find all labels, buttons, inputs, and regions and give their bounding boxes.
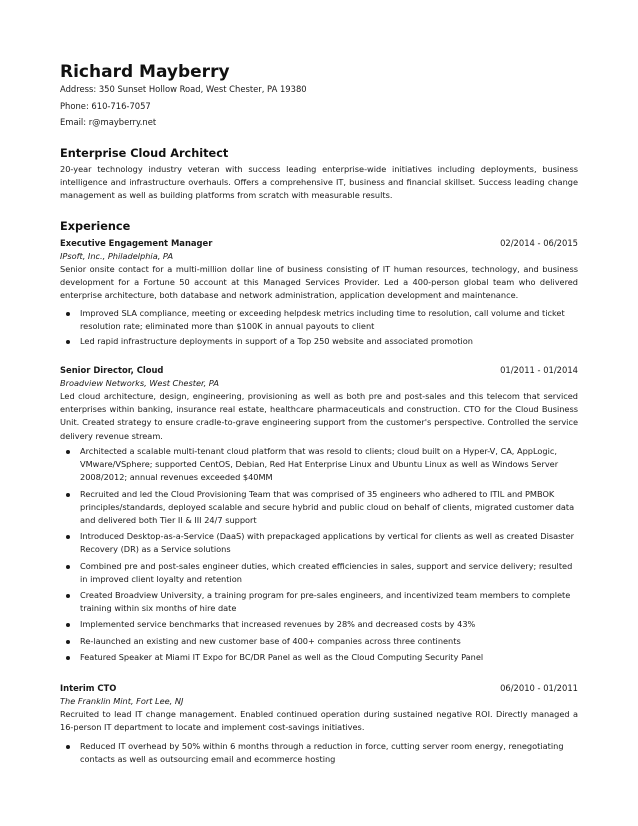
job-company: Broadview Networks, West Chester, PA — [60, 378, 219, 388]
contact-address: Address: 350 Sunset Hollow Road, West Chester, PA 19380 — [60, 84, 307, 94]
job-title: Senior Director, Cloud — [60, 365, 164, 375]
list-item: Introduced Desktop-as-a-Service (DaaS) with prepackaged applications by vertical for clients as well as created Disaster Recovery (DR) as a Service solutions — [60, 530, 578, 556]
list-item: Combined pre and post-sales engineer duties, which created efficiencies in sales, support and service delivery; resulted in improved client loyalty and retention — [60, 560, 578, 586]
list-item: Featured Speaker at Miami IT Expo for BC/DR Panel as well as the Cloud Computing Security Panel — [60, 651, 578, 664]
job-dates: 02/2014 - 06/2015 — [500, 238, 578, 248]
bullet-icon — [66, 340, 70, 344]
job-bullets — [60, 740, 578, 766]
job-description: Led cloud architecture, design, engineering, provisioning as well as both pre and post-sales and this telecom that serviced enterprises within banking, insurance real estate, healthcare pharmaceuticals and construction. CTO for the Cloud Business Unit. Created strategy to ensure cradle-to-grave engineering support from the customer's perspective. Controlled the service delivery revenue stream. — [60, 391, 578, 441]
job-title: Interim CTO — [60, 683, 117, 693]
candidate-name: Richard Mayberry — [60, 62, 230, 82]
job-dates: 01/2011 - 01/2014 — [500, 365, 578, 375]
bullet-icon — [66, 450, 70, 454]
list-item: Led rapid infrastructure deployments in support of a Top 250 website and associated promotion — [60, 335, 578, 348]
bullet-icon — [66, 594, 70, 598]
contact-phone: Phone: 610-716-7057 — [60, 101, 151, 111]
bullet-icon — [66, 656, 70, 660]
job-description: Senior onsite contact for a multi-million dollar line of business consisting of IT human resources, technology, and business development for a Fortune 50 account at this Managed Services Provider. Led a 400-person global team who delivered enterprise architecture, both database and network administration, application development and maintenance. — [60, 264, 578, 301]
bullet-icon — [66, 312, 70, 316]
summary-text: 20-year technology industry veteran with success leading enterprise-wide initiatives including deployments, business intelligence and infrastructure overhauls. Offers a comprehensive IT, business and financial skillset. Success leading change management as well as building platforms from scratch with measurable results. — [60, 164, 578, 201]
job-description: Recruited to lead IT change management. Enabled continued operation during sustained negative ROI. Directly managed a 16-person IT department to locate and implement cost-savings initiatives. — [60, 709, 578, 733]
list-item: Implemented service benchmarks that increased revenues by 28% and decreased costs by 43% — [60, 618, 578, 631]
job-dates: 06/2010 - 01/2011 — [500, 683, 578, 693]
list-item: Reduced IT overhead by 50% within 6 months through a reduction in force, cutting server room energy, renegotiating contacts as well as outsourcing email and ecommerce hosting — [60, 740, 578, 766]
bullet-icon — [66, 535, 70, 539]
list-item: Re-launched an existing and new customer base of 400+ companies across three continents — [60, 635, 578, 648]
contact-email: Email: r@mayberry.net — [60, 117, 157, 127]
list-item: Improved SLA compliance, meeting or exceeding helpdesk metrics including time to resolution, call volume and ticket resolution rate; eliminated more than $100K in annual payouts to client — [60, 307, 578, 333]
list-item: Created Broadview University, a training program for pre-sales engineers, and incentivized team members to complete training within six months of hire date — [60, 589, 578, 615]
bullet-icon — [66, 623, 70, 627]
job-bullets — [60, 445, 578, 664]
job-title: Executive Engagement Manager — [60, 238, 213, 248]
list-item: Architected a scalable multi-tenant cloud platform that was resold to clients; cloud built on a Hyper-V, CA, AppLogic, VMware/VSphere; supported CentOS, Debian, Red Hat Enterprise Linux and Ubuntu Linux as well as Windows Server 2008/2012; annual revenues exceeded $40MM — [60, 445, 578, 485]
job-company: IPsoft, Inc., Philadelphia, PA — [60, 251, 174, 261]
bullet-icon — [66, 493, 70, 497]
bullet-icon — [66, 640, 70, 644]
list-item: Recruited and led the Cloud Provisioning Team that was comprised of 35 engineers who adhered to ITIL and PMBOK principles/standards, deployed scalable and secure hybrid and public cloud on behalf of clients, migrated customer data and delivered both Tier II & III 24/7 support — [60, 488, 578, 528]
bullet-icon — [66, 565, 70, 569]
summary-heading: Enterprise Cloud Architect — [60, 147, 229, 160]
experience-heading: Experience — [60, 220, 131, 233]
bullet-icon — [66, 745, 70, 749]
job-company: The Franklin Mint, Fort Lee, NJ — [60, 696, 184, 706]
job-bullets — [60, 307, 578, 349]
